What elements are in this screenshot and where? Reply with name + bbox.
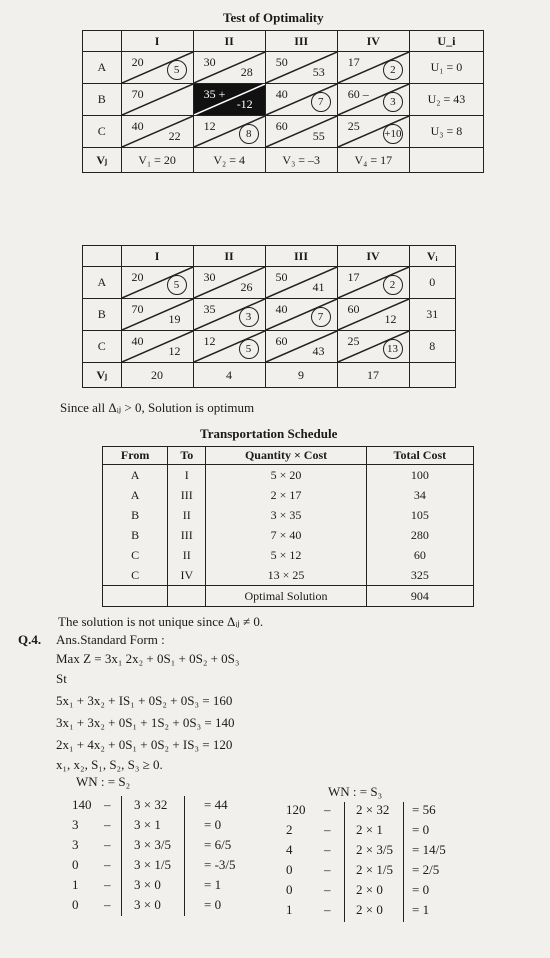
empty-cell [409, 148, 483, 173]
wn-cell: = 1 [204, 877, 222, 892]
schedule-cell: I [168, 465, 206, 486]
row-label: A [83, 52, 122, 84]
wn-cell: 3 × 1 [134, 817, 161, 832]
optimum-note: Since all Δᵢⱼ > 0, Solution is optimum [60, 400, 255, 415]
q4-ans: Ans.Standard Form : [56, 632, 165, 647]
schedule-cell: 325 [366, 565, 473, 586]
schedule-cell: A [103, 465, 168, 486]
allocation-circle: 5 [167, 275, 187, 295]
cost-cell [337, 331, 409, 363]
wn-cell: 3 × 32 [134, 797, 168, 812]
row-label: C [83, 331, 122, 363]
cost-cell [121, 84, 193, 116]
delta-value: 53 [312, 65, 325, 79]
standard-form-line: x₁, x₂, S₁, S₂, S₃ ≥ 0. [56, 757, 163, 772]
schedule-cell: 2 × 17 [206, 485, 366, 505]
unit-cost: 35 + [203, 87, 226, 101]
optimality-table [82, 30, 484, 173]
allocation-circle: 2 [383, 60, 403, 80]
delta-value: 26 [240, 280, 253, 294]
unit-cost: 30 [203, 55, 216, 69]
cost-cell [121, 52, 193, 84]
schedule-header: To [168, 447, 206, 465]
v-value: 9 [265, 363, 337, 388]
wn-left-bracket [121, 796, 185, 916]
cost-cell [193, 116, 265, 148]
wn-cell: 3 [72, 817, 79, 832]
unit-cost: 70 [131, 302, 144, 316]
v-value: V₃ = –3 [265, 148, 337, 173]
wn-cell: – [104, 837, 111, 852]
schedule-cell: 280 [366, 525, 473, 545]
schedule-cell: 7 × 40 [206, 525, 366, 545]
wn-cell: 3 [72, 837, 79, 852]
v-value: 20 [121, 363, 193, 388]
unit-cost: 25 [347, 334, 360, 348]
wn-cell: 2 × 0 [356, 902, 383, 917]
v-value: 17 [337, 363, 409, 388]
row-label: A [83, 267, 122, 299]
wn-cell: 2 × 1/5 [356, 862, 393, 877]
wn-cell: 2 × 3/5 [356, 842, 393, 857]
unit-cost: 40 [275, 302, 288, 316]
wn-cell: – [324, 882, 331, 897]
v-label: Vⱼ [83, 148, 122, 173]
unit-cost: 50 [275, 270, 288, 284]
schedule-cell: C [103, 545, 168, 565]
schedule-cell: 60 [366, 545, 473, 565]
unit-cost: 20 [131, 55, 144, 69]
schedule-footer-cell [168, 586, 206, 607]
standard-form-line: 3x₁ + 3x₂ + 0S₁ + 1S₂ + 0S₃ = 140 [56, 715, 235, 730]
u-value: U₃ = 8 [409, 116, 483, 148]
cost-cell [265, 52, 337, 84]
col-header: Vᵢ [409, 246, 455, 267]
schedule-cell: 105 [366, 505, 473, 525]
allocation-circle: 7 [311, 307, 331, 327]
v-label: Vⱼ [83, 363, 122, 388]
wn-cell: = 6/5 [204, 837, 232, 852]
wn-cell: 1 [286, 902, 293, 917]
col-header: IV [337, 246, 409, 267]
unit-cost: 60 [275, 334, 288, 348]
wn-cell: 2 [286, 822, 293, 837]
schedule-cell: III [168, 525, 206, 545]
row-label: C [83, 116, 122, 148]
wn-cell: – [104, 877, 111, 892]
schedule-cell: III [168, 485, 206, 505]
unit-cost: 60 – [347, 87, 369, 101]
schedule-cell: II [168, 505, 206, 525]
wn-cell: – [324, 902, 331, 917]
allocation-circle: 3 [383, 92, 403, 112]
delta-value: 19 [168, 312, 181, 326]
col-header: IV [337, 31, 409, 52]
delta-value: -12 [236, 97, 253, 111]
wn-cell: – [324, 842, 331, 857]
cost-cell [121, 299, 193, 331]
unique-note: The solution is not unique since Δᵢⱼ ≠ 0. [58, 614, 264, 629]
wn-cell: 4 [286, 842, 293, 857]
allocation-circle: 2 [383, 275, 403, 295]
cost-cell [265, 267, 337, 299]
cost-cell [337, 116, 409, 148]
schedule-cell: 3 × 35 [206, 505, 366, 525]
unit-cost: 60 [275, 119, 288, 133]
col-header: U_i [409, 31, 483, 52]
wn-cell: = 0 [204, 817, 222, 832]
wn-cell: = 0 [204, 897, 222, 912]
unit-cost: 12 [203, 119, 216, 133]
standard-form-line: Max Z = 3x₁ 2x₂ + 0S₁ + 0S₂ + 0S₃ [56, 651, 240, 666]
allocation-circle: 7 [311, 92, 331, 112]
cost-cell [193, 331, 265, 363]
cost-cell [337, 267, 409, 299]
unit-cost: 40 [275, 87, 288, 101]
delta-value: 12 [384, 312, 397, 326]
wn-cell: 0 [72, 857, 79, 872]
row-label: B [83, 84, 122, 116]
col-header [83, 31, 122, 52]
wn-cell: = 0 [412, 882, 430, 897]
unit-cost: 50 [275, 55, 288, 69]
wn-cell: 140 [72, 797, 92, 812]
schedule-cell: C [103, 565, 168, 586]
cost-cell [337, 52, 409, 84]
wn-cell: = 2/5 [412, 862, 440, 877]
schedule-header: Quantity × Cost [206, 447, 366, 465]
unit-cost: 40 [131, 334, 144, 348]
schedule-cell: 5 × 20 [206, 465, 366, 486]
wn-cell: – [104, 817, 111, 832]
cost-cell [337, 299, 409, 331]
delta-value: 22 [168, 129, 181, 143]
cost-cell [265, 331, 337, 363]
wn-left-title: WN : = S₂ [76, 774, 131, 789]
schedule-cell: IV [168, 565, 206, 586]
schedule-cell: 13 × 25 [206, 565, 366, 586]
cost-cell [193, 84, 265, 116]
cost-cell [265, 299, 337, 331]
cost-cell [193, 299, 265, 331]
wn-cell: 3 × 1/5 [134, 857, 171, 872]
wn-cell: – [324, 802, 331, 817]
schedule-header: Total Cost [366, 447, 473, 465]
wn-cell: 3 × 3/5 [134, 837, 171, 852]
v-value: V₂ = 4 [193, 148, 265, 173]
unit-cost: 12 [203, 334, 216, 348]
col-header: III [265, 246, 337, 267]
cost-cell [121, 267, 193, 299]
wn-cell: = 14/5 [412, 842, 446, 857]
delta-value: 43 [312, 344, 325, 358]
cost-cell [265, 84, 337, 116]
schedule-cell: 34 [366, 485, 473, 505]
v-value: V₄ = 17 [337, 148, 409, 173]
unit-cost: 20 [131, 270, 144, 284]
u-value: 8 [409, 331, 455, 363]
optimum-table [82, 245, 456, 388]
unit-cost: 70 [131, 87, 144, 101]
wn-cell: – [104, 857, 111, 872]
cost-cell [121, 331, 193, 363]
wn-cell: = -3/5 [204, 857, 236, 872]
schedule-cell: A [103, 485, 168, 505]
unit-cost: 35 [203, 302, 216, 316]
wn-cell: 2 × 1 [356, 822, 383, 837]
schedule-cell: 100 [366, 465, 473, 486]
standard-form-line: 5x₁ + 3x₂ + IS₁ + 0S₂ + 0S₃ = 160 [56, 693, 233, 708]
schedule-cell: B [103, 525, 168, 545]
schedule-footer-cell [103, 586, 168, 607]
u-value: 31 [409, 299, 455, 331]
wn-cell: 3 × 0 [134, 877, 161, 892]
unit-cost: 60 [347, 302, 360, 316]
col-header: II [193, 31, 265, 52]
allocation-circle: +10 [383, 124, 403, 144]
empty-cell [409, 363, 455, 388]
wn-cell: 0 [286, 882, 293, 897]
wn-right-bracket [344, 802, 404, 922]
q4-heading: Q.4. [18, 632, 42, 647]
wn-cell: – [104, 797, 111, 812]
v-value: 4 [193, 363, 265, 388]
wn-cell: = 0 [412, 822, 430, 837]
delta-value: 41 [312, 280, 325, 294]
u-value: U₂ = 43 [409, 84, 483, 116]
cost-cell [193, 267, 265, 299]
wn-cell: = 44 [204, 797, 228, 812]
wn-cell: 1 [72, 877, 79, 892]
unit-cost: 17 [347, 55, 360, 69]
col-header: I [121, 31, 193, 52]
unit-cost: 30 [203, 270, 216, 284]
schedule-footer-cell: Optimal Solution [206, 586, 366, 607]
schedule-title: Transportation Schedule [200, 426, 338, 441]
allocation-circle: 13 [383, 339, 403, 359]
wn-cell: 2 × 0 [356, 882, 383, 897]
standard-form-line: 2x₁ + 4x₂ + 0S₁ + 0S₂ + IS₃ = 120 [56, 737, 233, 752]
u-value: 0 [409, 267, 455, 299]
schedule-cell: B [103, 505, 168, 525]
col-header [83, 246, 122, 267]
schedule-header: From [103, 447, 168, 465]
delta-value: 55 [312, 129, 325, 143]
cost-cell [193, 52, 265, 84]
allocation-circle: 3 [239, 307, 259, 327]
delta-value: 28 [240, 65, 253, 79]
unit-cost: 17 [347, 270, 360, 284]
schedule-cell: 5 × 12 [206, 545, 366, 565]
standard-form-line: St [56, 671, 67, 686]
v-value: V₁ = 20 [121, 148, 193, 173]
u-value: U₁ = 0 [409, 52, 483, 84]
wn-cell: 2 × 32 [356, 802, 390, 817]
schedule-footer-cell: 904 [366, 586, 473, 607]
allocation-circle: 5 [167, 60, 187, 80]
wn-cell: 0 [72, 897, 79, 912]
wn-cell: – [324, 862, 331, 877]
schedule-cell: II [168, 545, 206, 565]
wn-cell: 120 [286, 802, 306, 817]
wn-cell: 0 [286, 862, 293, 877]
cost-cell [121, 116, 193, 148]
wn-cell: = 56 [412, 802, 436, 817]
col-header: II [193, 246, 265, 267]
col-header: I [121, 246, 193, 267]
wn-cell: 3 × 0 [134, 897, 161, 912]
cost-cell [265, 116, 337, 148]
wn-cell: = 1 [412, 902, 430, 917]
allocation-circle: 5 [239, 339, 259, 359]
col-header: III [265, 31, 337, 52]
wn-cell: – [324, 822, 331, 837]
wn-cell: – [104, 897, 111, 912]
delta-value: 12 [168, 344, 181, 358]
transportation-schedule [102, 446, 474, 607]
cost-cell [337, 84, 409, 116]
unit-cost: 25 [347, 119, 360, 133]
wn-right-title: WN : = S₃ [328, 784, 383, 799]
row-label: B [83, 299, 122, 331]
table1-title: Test of Optimality [223, 10, 324, 25]
allocation-circle: 8 [239, 124, 259, 144]
unit-cost: 40 [131, 119, 144, 133]
